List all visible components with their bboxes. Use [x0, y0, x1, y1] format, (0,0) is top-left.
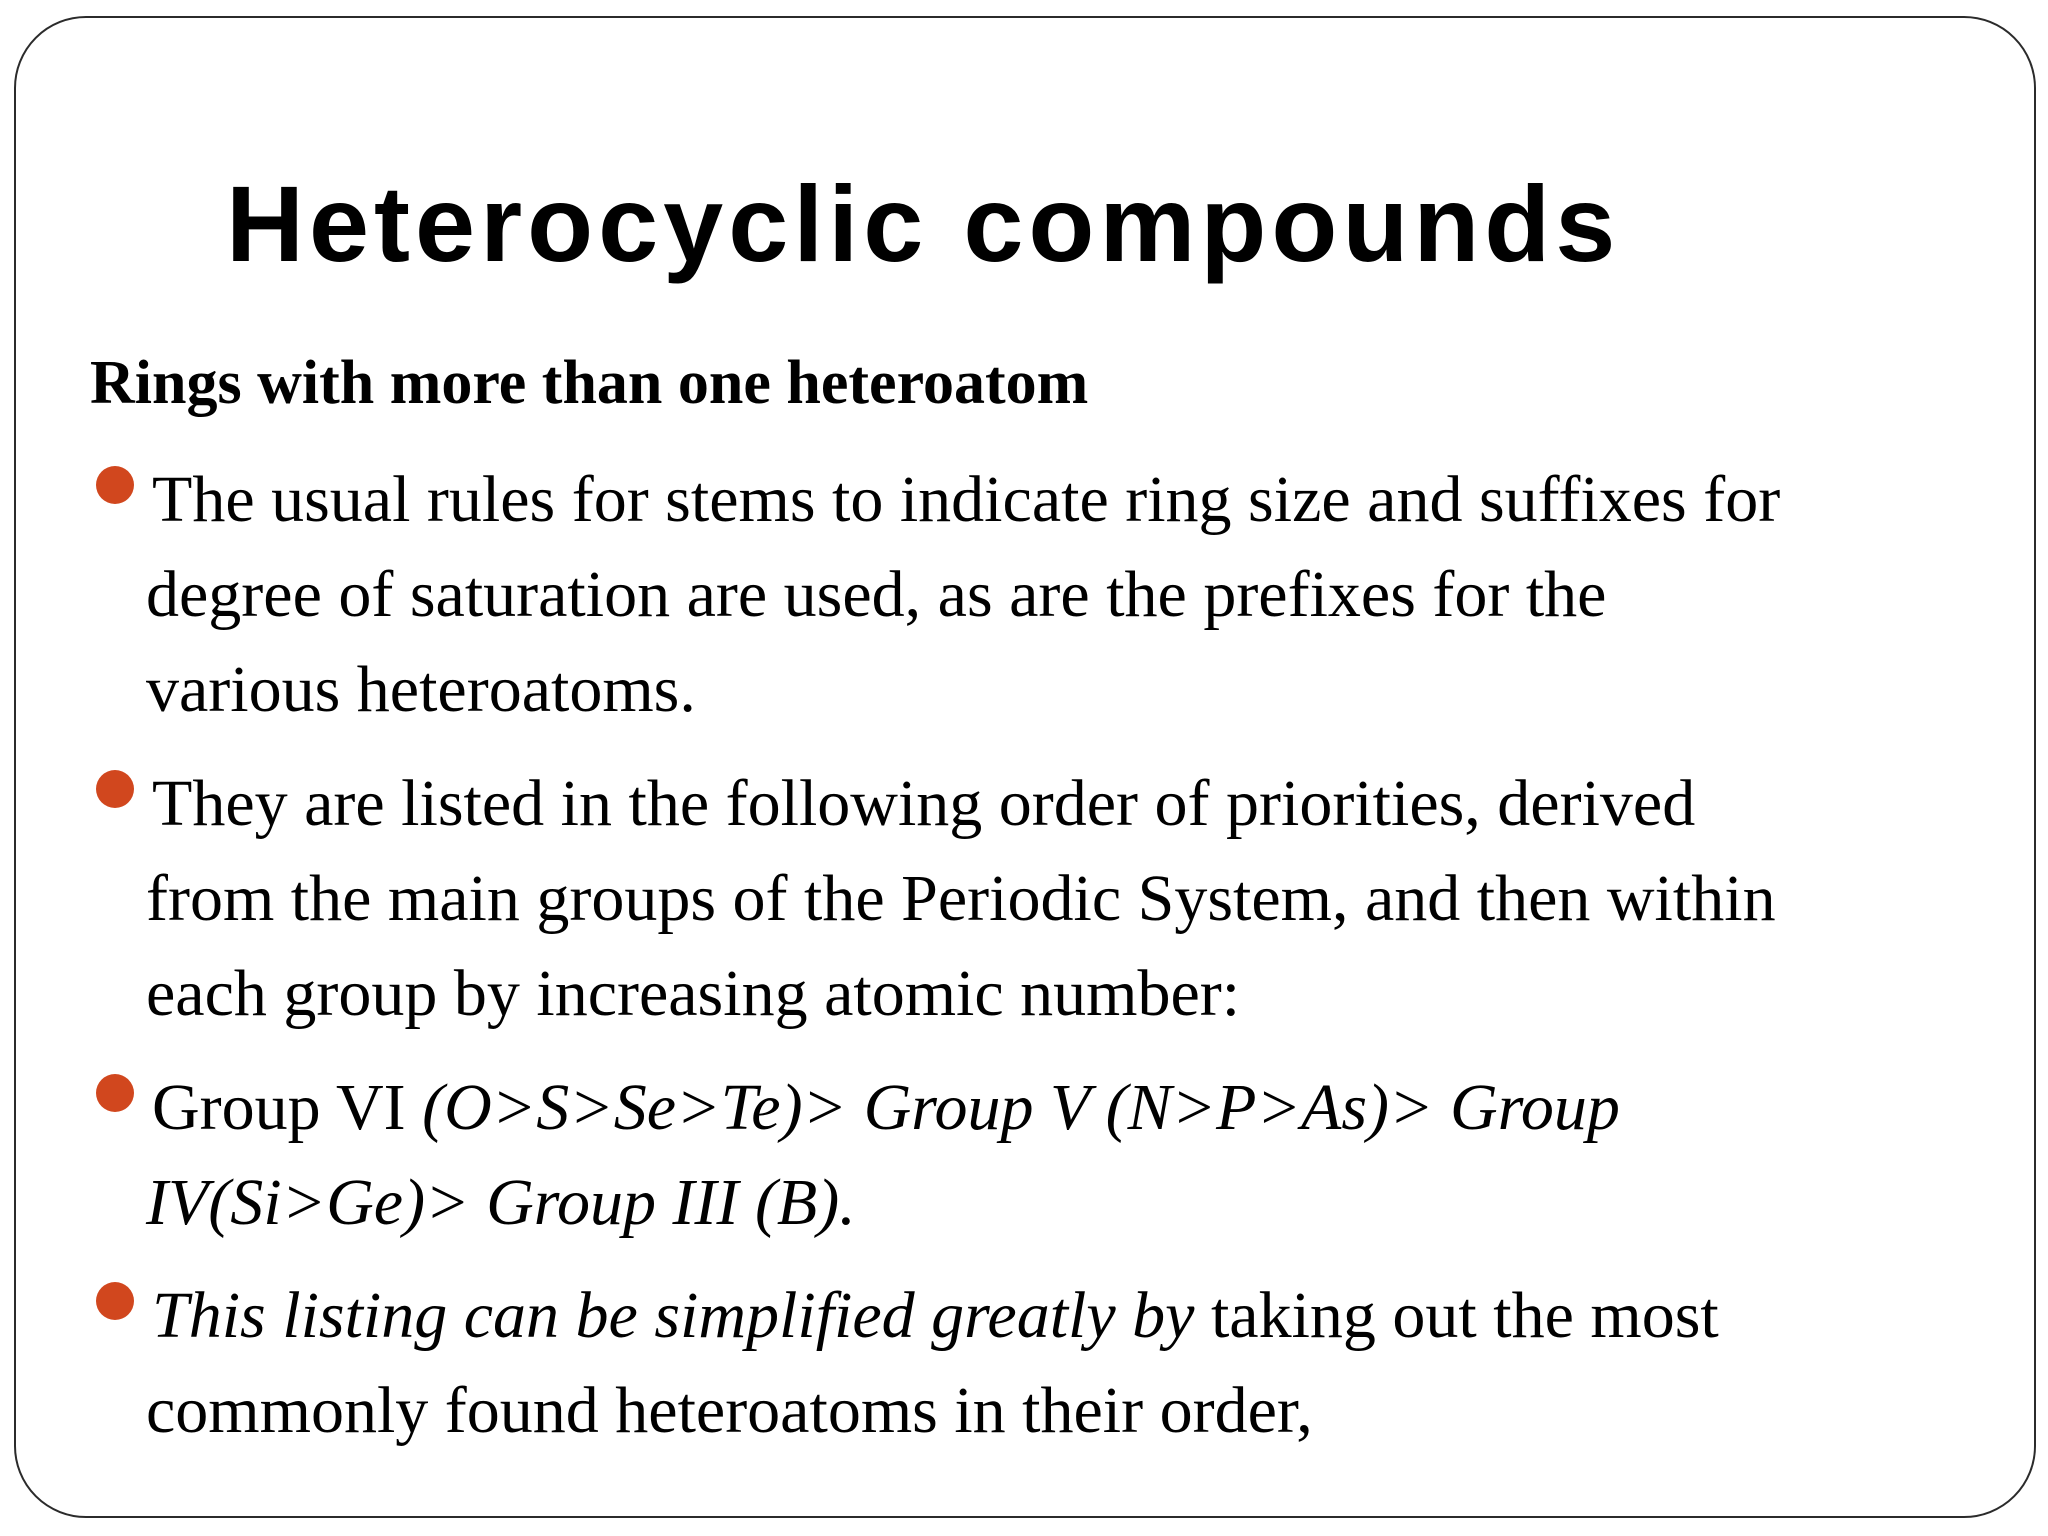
bullet-line: various heteroatoms. — [146, 653, 696, 726]
bullet-line: They are listed in the following order of priorities, derived — [152, 767, 1696, 840]
group-order-italic: (O>S>Se>Te)> Group V (N>P>As)> Group — [422, 1071, 1620, 1144]
bullet-text — [146, 1268, 2032, 1458]
bullet-line: each group by increasing atomic number: — [146, 957, 1241, 1030]
section-subheading: Rings with more than one heteroatom — [90, 349, 1089, 417]
group-order-italic-cont: IV(Si>Ge)> Group III (B). — [146, 1166, 856, 1239]
group-vi-label: Group VI — [152, 1071, 423, 1144]
bullet-line: commonly found heteroatoms in their order, — [146, 1374, 1313, 1447]
slide-title: Heterocyclic compounds — [226, 163, 1621, 284]
bullet-dot-icon — [96, 1074, 134, 1112]
bullet-line — [152, 1060, 2032, 1155]
bullet-line — [146, 1155, 2032, 1250]
bullet-dot-icon — [96, 466, 134, 504]
simplified-plain: taking out the most — [1194, 1279, 1719, 1352]
bullet-text — [146, 1060, 2032, 1250]
bullet-dot-icon — [96, 770, 134, 808]
bullet-dot-icon — [96, 1282, 134, 1320]
bullet-line: from the main groups of the Periodic System, and then within — [146, 862, 1776, 935]
bullet-line — [152, 1268, 2032, 1363]
simplified-italic: This listing can be simplified greatly by — [152, 1279, 1195, 1352]
bullet-text — [146, 452, 2032, 737]
bullet-text — [146, 756, 2032, 1041]
bullet-line: degree of saturation are used, as are the prefixes for the — [146, 558, 1607, 631]
bullet-line: The usual rules for stems to indicate ring size and suffixes for — [152, 463, 1781, 536]
